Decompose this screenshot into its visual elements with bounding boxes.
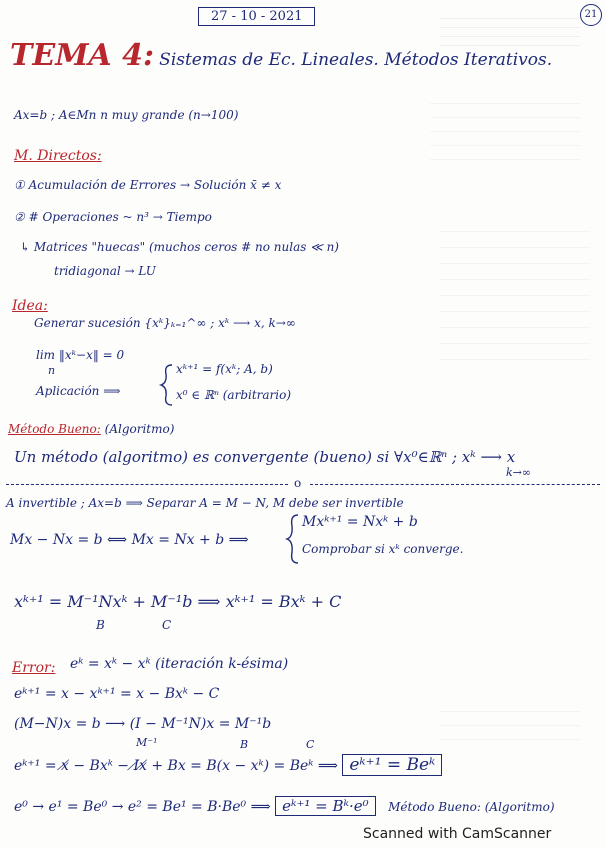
idea-line-3a: xᵏ⁺¹ = f(xᵏ; A, b)	[176, 362, 273, 376]
error-line-4	[14, 754, 442, 776]
split-line-1: A invertible ; Ax=b ⟹ Separar A = M − N, M debe ser invertible	[6, 496, 404, 510]
idea-line-2: lim ‖xᵏ−x‖ = 0	[36, 348, 125, 362]
error-line-5-text: e⁰ → e¹ = Be⁰ → e² = Be¹ = B·Be⁰ ⟹	[14, 799, 271, 815]
directos-item-3: ↳ Matrices "huecas" (muchos ceros # no nulas ≪ n)	[20, 240, 339, 254]
divider-left	[6, 484, 288, 485]
error-line-3-arrow: M⁻¹	[136, 736, 158, 749]
bleed-through	[440, 230, 590, 360]
title-tema: TEMA 4:	[10, 38, 155, 73]
iteration-label-c: C	[162, 618, 172, 632]
error-line-3-b: B	[240, 738, 249, 751]
error-line-3-c: C	[306, 738, 315, 751]
idea-line-1: Generar sucesión {xᵏ}ₖ₌₁^∞ ; xᵏ ⟶ x, k→∞	[34, 316, 296, 330]
title-rest: Sistemas de Ec. Lineales. Métodos Iterativos.	[159, 50, 553, 70]
split-line-2-lead: Mx − Nx = b ⟺ Mx = Nx + b ⟹	[10, 532, 249, 548]
page-title	[10, 38, 552, 73]
error-line-3: (M−N)x = b ⟶ (I − M⁻¹N)x = M⁻¹b	[14, 716, 272, 732]
bleed-through	[430, 90, 580, 160]
iteration-formula: xᵏ⁺¹ = M⁻¹Nxᵏ + M⁻¹b ⟹ xᵏ⁺¹ = Bxᵏ + C	[14, 592, 342, 611]
error-line-2: eᵏ⁺¹ = x − xᵏ⁺¹ = x − Bxᵏ − C	[14, 686, 220, 702]
error-line-5	[14, 796, 555, 816]
page-number: 21	[580, 4, 602, 26]
date-box: 27 - 10 - 2021	[198, 7, 315, 26]
divider-circle: o	[294, 476, 302, 490]
error-line-5-tail: Método Bueno: (Algoritmo)	[388, 800, 555, 814]
directos-item-1: ① Acumulación de Errores → Solución x̄ ≠ x	[14, 178, 282, 192]
boxed-result-1: eᵏ⁺¹ = Beᵏ	[342, 754, 442, 776]
mb-paren: (Algoritmo)	[104, 422, 175, 436]
idea-line-3-lead: Aplicación ⟹	[36, 384, 121, 398]
directos-item-2: ② # Operaciones ~ n³ → Tiempo	[14, 210, 212, 224]
error-line-4-text: eᵏ⁺¹ = x̸ − Bxᵏ − I̸x̸ + Bx = B(x − xᵏ) = Beᵏ ⟹	[14, 758, 338, 774]
idea-brace	[160, 364, 174, 406]
split-brace	[286, 514, 300, 564]
error-line-1: eᵏ = xᵏ − xᵏ (iteración k-ésima)	[70, 656, 289, 672]
boxed-result-2: eᵏ⁺¹ = Bᵏ·e⁰	[275, 796, 376, 816]
bleed-through	[440, 700, 580, 740]
directos-item-4: tridiagonal → LU	[54, 264, 156, 278]
line-problem: Ax=b ; A∈Mn n muy grande (n→100)	[14, 108, 239, 122]
metodo-bueno-heading	[8, 422, 174, 436]
divider-right	[310, 484, 600, 485]
mb-definition: Un método (algoritmo) es convergente (bueno) si ∀x⁰∈ℝⁿ ; xᵏ ⟶ x	[14, 448, 516, 466]
idea-line-3b: x⁰ ∈ ℝⁿ (arbitrario)	[176, 388, 292, 402]
directos-heading: M. Directos:	[14, 148, 102, 164]
iteration-label-b: B	[96, 618, 105, 632]
mb-label: Método Bueno:	[8, 422, 101, 436]
split-line-2b: Comprobar si xᵏ converge.	[302, 542, 464, 556]
error-heading: Error:	[12, 660, 56, 676]
split-line-2a: Mxᵏ⁺¹ = Nxᵏ + b	[302, 514, 418, 530]
idea-line-2-sub: n	[48, 364, 56, 377]
scanner-watermark: Scanned with CamScanner	[363, 826, 552, 842]
idea-heading: Idea:	[12, 298, 48, 314]
mb-definition-sub: k→∞	[506, 466, 532, 479]
